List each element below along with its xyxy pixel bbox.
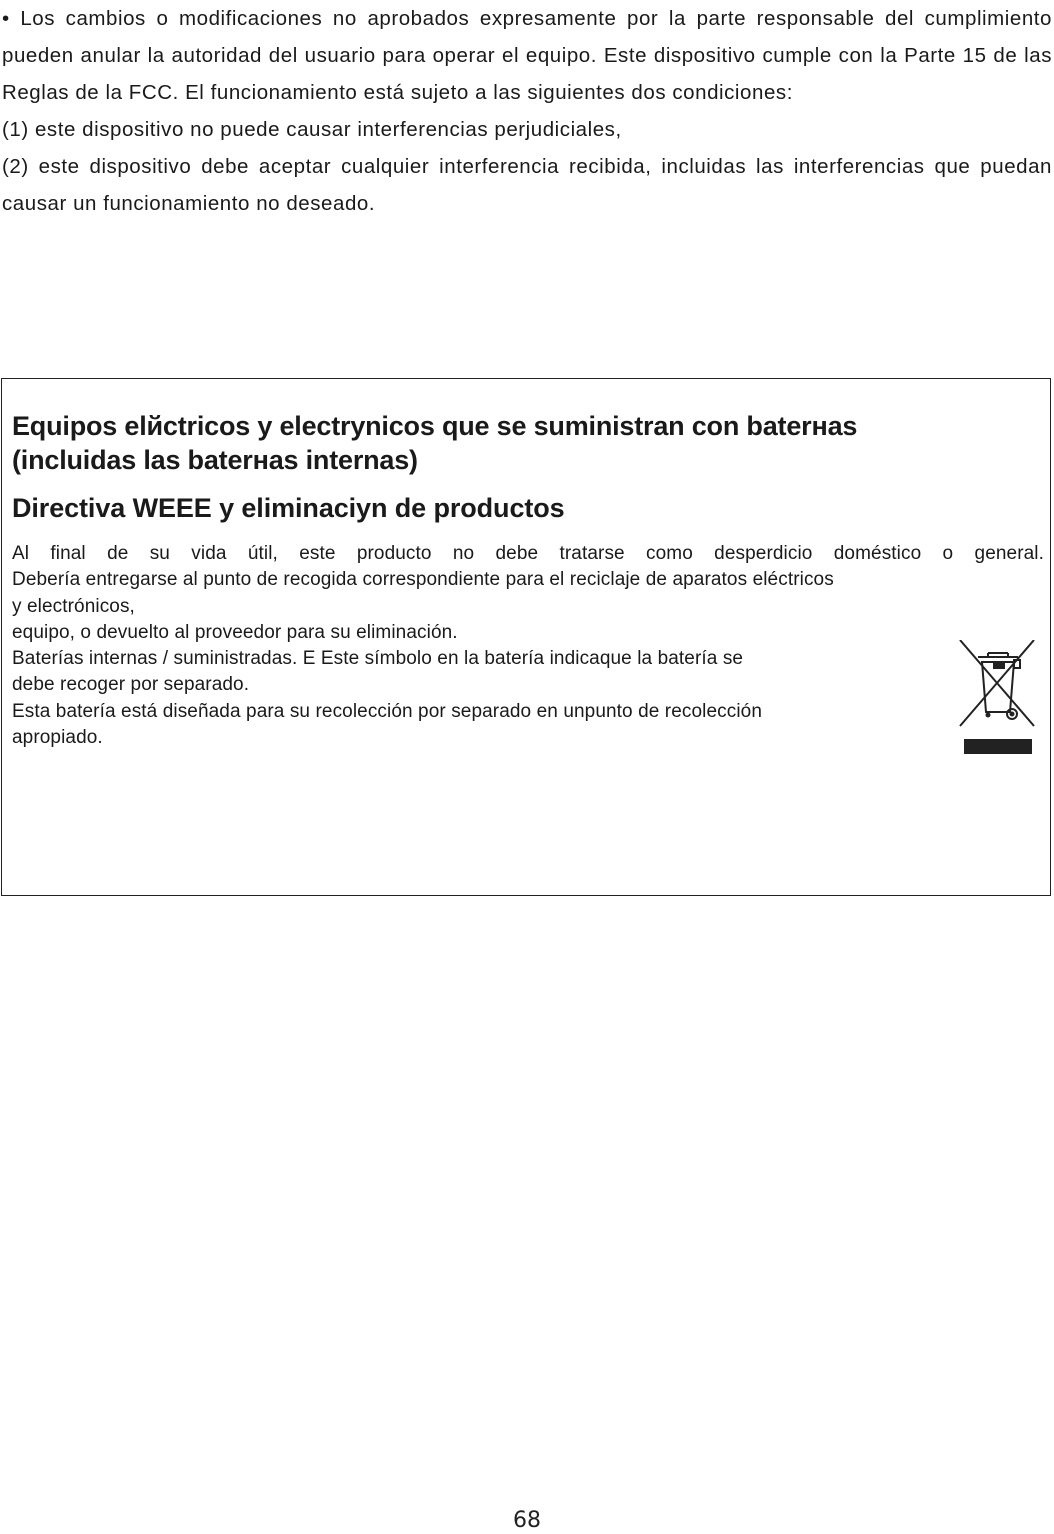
weee-body-line: Baterías internas / suministradas. E Este símbolo en la batería indicaque la batería se — [12, 648, 744, 670]
weee-body — [12, 541, 1044, 751]
fcc-condition-2: (2) este dispositivo debe aceptar cualquier interferencia recibida, incluidas las interferencias que puedan causar un funcionamiento no deseado. — [2, 155, 1052, 215]
page-number: 68 — [513, 1508, 541, 1533]
weee-body-line: equipo, o devuelto al proveedor para su eliminación. — [12, 621, 458, 643]
fcc-paragraph: • Los cambios o modificaciones no aprobados expresamente por la parte responsable del cumplimiento pueden anular la autoridad del usuario para operar el equipo. Este dispositivo cumple con la Parte 15 de las Reglas de la FCC. El funcionamiento está sujeto a las siguientes dos condiciones: — [2, 7, 1052, 104]
weee-body-line: Debería entregarse al punto de recogida correspondiente para el reciclaje de aparatos eléctricos — [12, 569, 834, 591]
weee-heading-line-1: Equipos elйctricos y electrynicos que se suministran con baterнas — [12, 411, 858, 441]
weee-body-line: debe recoger por separado. — [12, 674, 250, 696]
fcc-condition-1: (1) este dispositivo no puede causar interferencias perjudiciales, — [2, 118, 622, 141]
weee-content — [12, 409, 1044, 751]
weee-body-line: y electrónicos, — [12, 595, 135, 617]
weee-directive-heading: Directiva WEEE y eliminaciyn de productos — [12, 493, 565, 523]
weee-body-line: Al final de su vida útil, este producto no debe tratarse como desperdicio doméstico o general. — [12, 543, 1044, 564]
weee-heading-line-2: (incluidas las baterнas internas) — [12, 445, 418, 475]
crossed-out-wheelie-bin-icon — [956, 640, 1036, 758]
weee-body-line: Esta batería está diseñada para su recolección por separado en unpunto de recolección — [12, 700, 762, 722]
weee-heading — [12, 409, 1044, 477]
weee-body-line: apropiado. — [12, 727, 103, 749]
weee-notice-box — [1, 378, 1051, 896]
fcc-notice — [2, 0, 1052, 222]
